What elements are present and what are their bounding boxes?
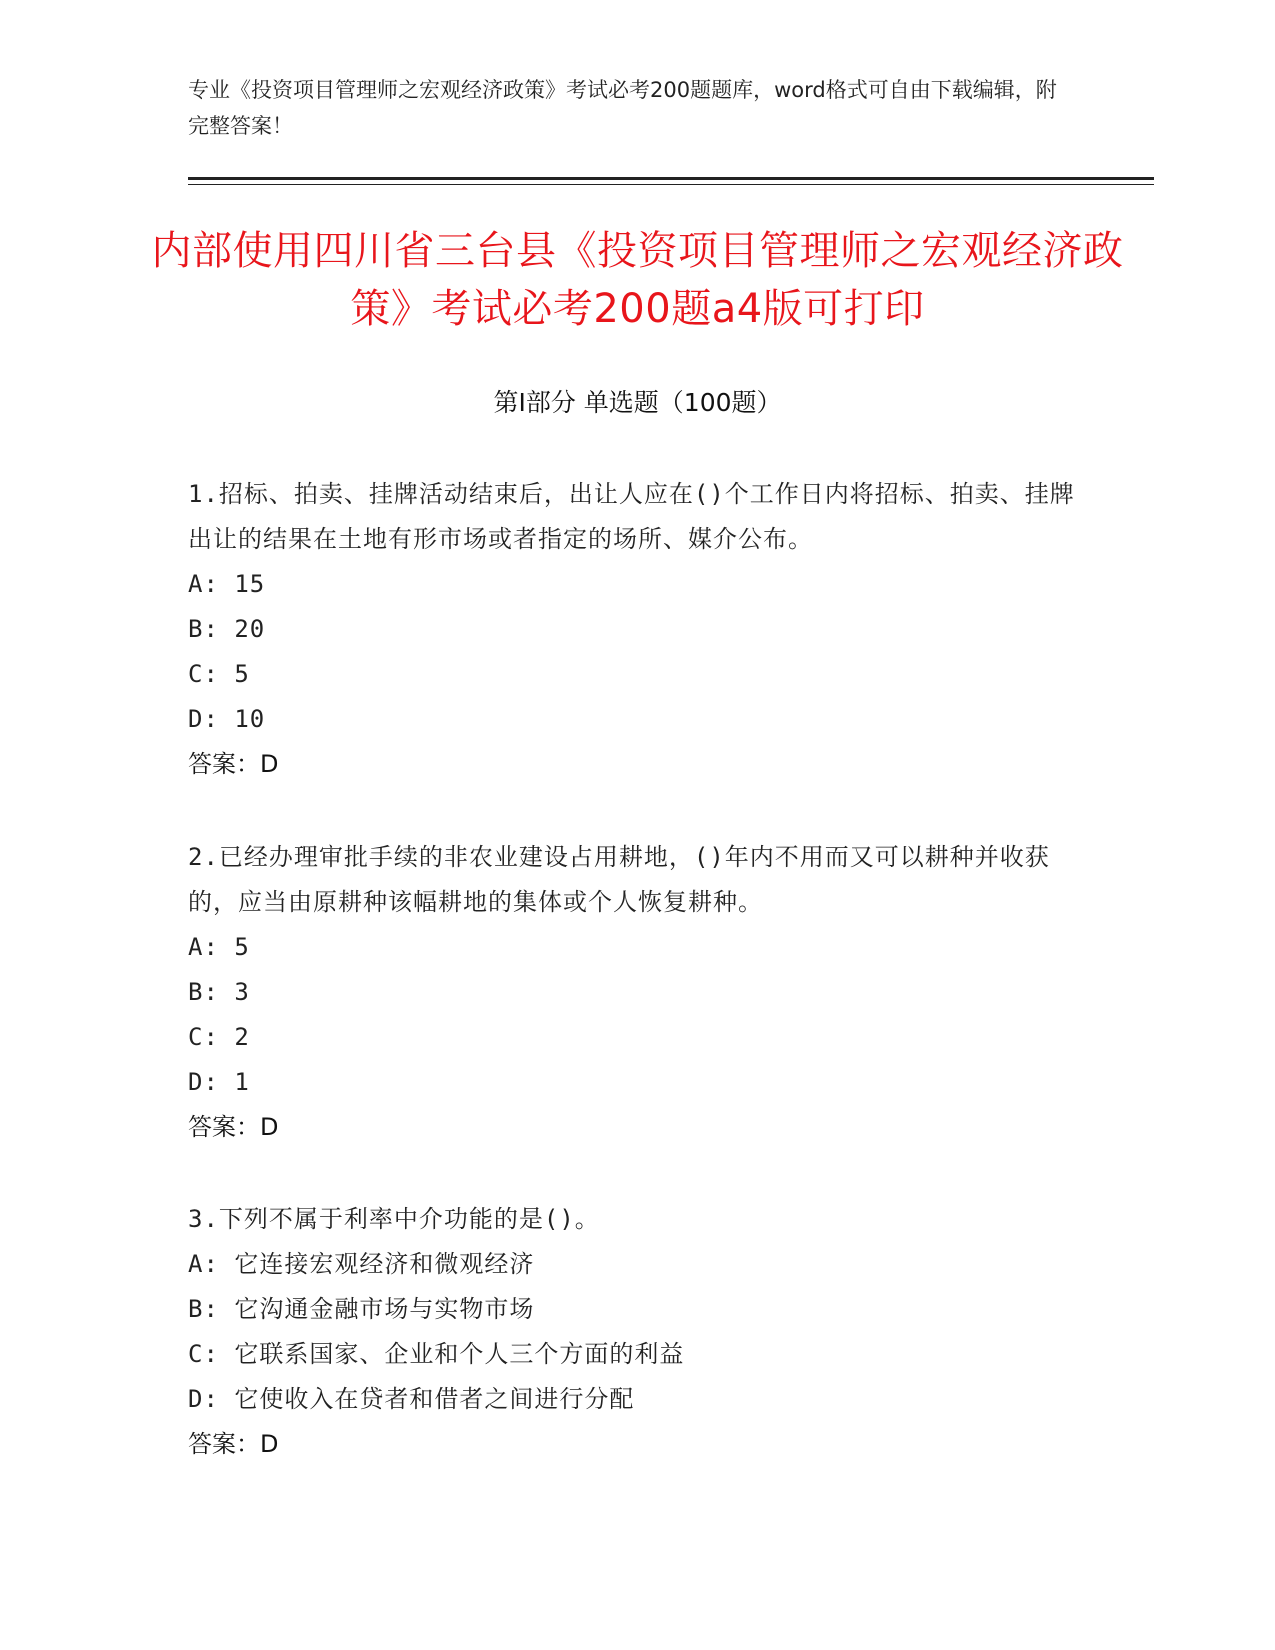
option-c: C: 5 bbox=[188, 660, 250, 688]
header-note: 专业《投资项目管理师之宏观经济政策》考试必考200题题库，word格式可自由下载编辑，附完整答案！ bbox=[188, 78, 1057, 138]
header-divider-thin bbox=[188, 184, 1154, 185]
answer: 答案：D bbox=[188, 1113, 279, 1141]
option-b: B: 3 bbox=[188, 978, 250, 1006]
header-divider-thick bbox=[188, 177, 1154, 180]
option-d: D: 它使收入在贷者和借者之间进行分配 bbox=[188, 1385, 635, 1413]
question-1 bbox=[188, 472, 1078, 787]
option-c: C: 2 bbox=[188, 1023, 250, 1051]
option-b: B: 它沟通金融市场与实物市场 bbox=[188, 1295, 535, 1323]
question-stem: 3.下列不属于利率中介功能的是()。 bbox=[188, 1205, 600, 1233]
question-3 bbox=[188, 1197, 1078, 1467]
section-heading: 第I部分 单选题（100题） bbox=[493, 388, 782, 417]
question-stem: 2.已经办理审批手续的非农业建设占用耕地，()年内不用而又可以耕种并收获的，应当由原耕种该幅耕地的集体或个人恢复耕种。 bbox=[188, 843, 1050, 916]
option-c: C: 它联系国家、企业和个人三个方面的利益 bbox=[188, 1340, 685, 1368]
option-a: A: 它连接宏观经济和微观经济 bbox=[188, 1250, 535, 1278]
option-d: D: 1 bbox=[188, 1068, 250, 1096]
answer: 答案：D bbox=[188, 750, 279, 778]
document-title: 内部使用四川省三台县《投资项目管理师之宏观经济政策》考试必考200题a4版可打印 bbox=[151, 228, 1124, 332]
question-stem: 1.招标、拍卖、挂牌活动结束后，出让人应在()个工作日内将招标、拍卖、挂牌出让的结果在土地有形市场或者指定的场所、媒介公布。 bbox=[188, 480, 1075, 553]
option-a: A: 15 bbox=[188, 570, 266, 598]
answer: 答案：D bbox=[188, 1430, 279, 1458]
question-2 bbox=[188, 835, 1078, 1150]
option-a: A: 5 bbox=[188, 933, 250, 961]
option-d: D: 10 bbox=[188, 705, 266, 733]
option-b: B: 20 bbox=[188, 615, 266, 643]
